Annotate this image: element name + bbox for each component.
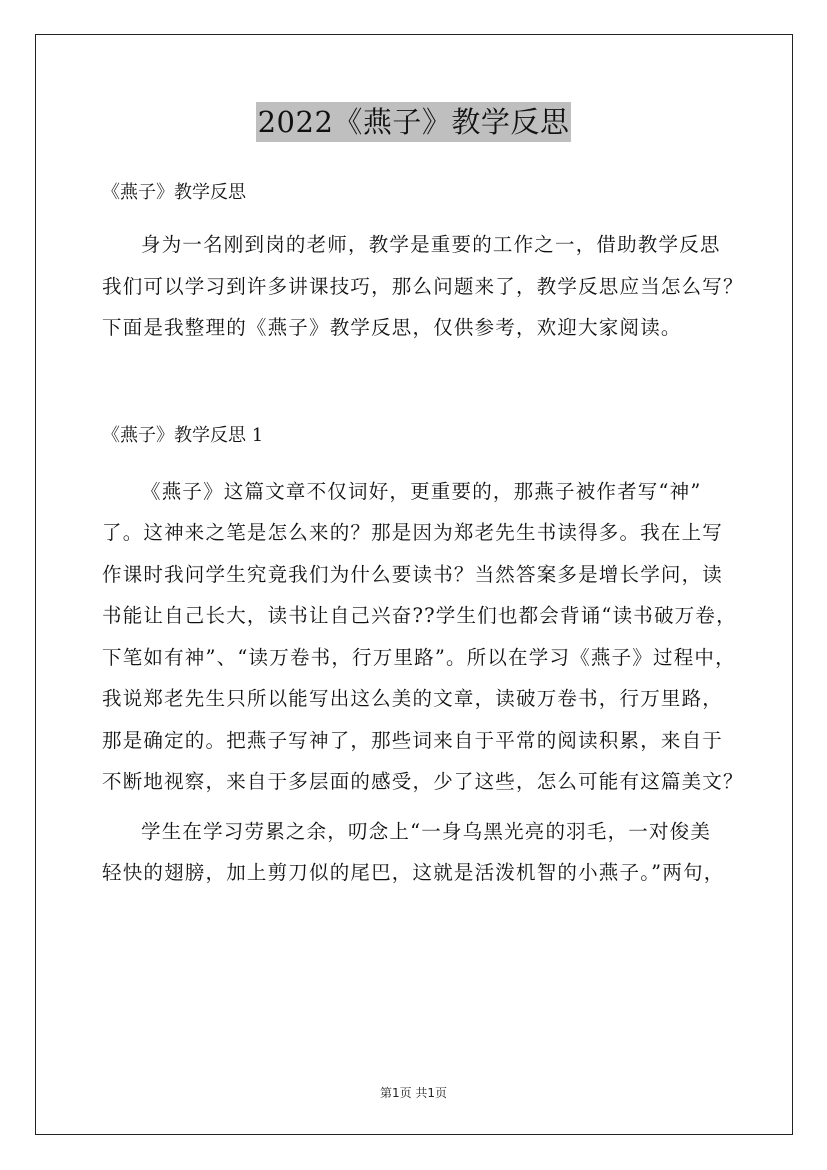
intro-paragraph [102, 224, 742, 349]
paragraph-line: 《燕子》这篇文章不仅词好，更重要的，那燕子被作者写“神” [141, 479, 702, 503]
paragraph-line: 我说郑老先生只所以能写出这么美的文章，读破万卷书，行万里路， [102, 687, 724, 710]
intro-line: 我们可以学习到许多讲课技巧，那么问题来了，教学反思应当怎么写？ [102, 274, 744, 298]
document-title: 2022《燕子》教学反思 [256, 102, 572, 142]
body-paragraph-1 [102, 471, 742, 803]
paragraph-line: 轻快的翅膀，加上剪刀似的尾巴，这就是活泼机智的小燕子。”两句， [102, 861, 725, 884]
paragraph-line: 了。这神来之笔是怎么来的？那是因为郑老先生书读得多。我在上写 [102, 521, 724, 544]
paragraph-line: 那是确定的。把燕子写神了，那些词来自于平常的阅读积累，来自于 [102, 728, 724, 752]
paragraph-line: 下笔如有神”、“读万卷书，行万里路”。所以在学习《燕子》过程中， [102, 645, 736, 669]
page-footer [0, 1084, 827, 1101]
intro-line: 下面是我整理的《燕子》教学反思，仅供参考，欢迎大家阅读。 [102, 316, 682, 339]
paragraph-line: 学生在学习劳累之余，叨念上“一身乌黑光亮的羽毛，一对俊美 [141, 819, 712, 843]
section-heading: 《燕子》教学反思 [102, 182, 246, 203]
paragraph-line: 不断地视察，来自于多层面的感受，少了这些，怎么可能有这篇美文？ [102, 770, 744, 793]
paragraph-line: 书能让自己长大，读书让自己兴奋??学生们也都会背诵“读书破万卷， [102, 604, 737, 627]
document-body [102, 170, 742, 894]
body-paragraph-2 [102, 811, 742, 894]
page-number: 第1页 共1页 [379, 1086, 448, 1100]
article-heading: 《燕子》教学反思 1 [102, 424, 264, 446]
paragraph-line: 作课时我问学生究竟我们为什么要读书？当然答案多是增长学问，读 [102, 562, 724, 586]
intro-line: 身为一名刚到岗的老师，教学是重要的工作之一，借助教学反思 [141, 233, 721, 256]
title-container [0, 102, 827, 142]
